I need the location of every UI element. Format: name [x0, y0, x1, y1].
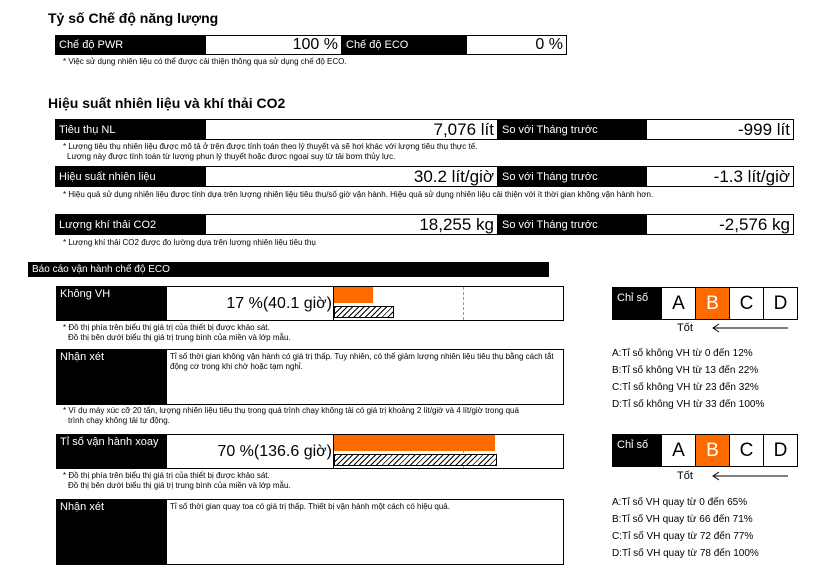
legend-item: D:Tỉ số không VH từ 33 đến 100%: [612, 399, 765, 410]
pwr-mode-label: Chế độ PWR: [55, 35, 205, 55]
idle-grade-c: C: [729, 288, 763, 319]
fuel-efficiency-compare-label: So với Tháng trước: [498, 166, 646, 187]
swing-good-label: Tốt: [677, 470, 693, 482]
idle-average-bar: [334, 306, 394, 318]
co2-compare-value: -2,576 kg: [646, 214, 794, 235]
swing-comment-text: Tỉ số thời gian quay toa có giá trị thấp. Thiết bị vận hành một cách có hiệu quả.: [166, 499, 564, 565]
idle-chart-note-2: Đồ thị bên dưới biểu thị giá trị trung bình của miền và lớp mẫu.: [68, 333, 291, 342]
eco-mode-value: 0 %: [466, 35, 567, 55]
swing-average-bar: [334, 454, 497, 466]
swing-grade-b: B: [695, 435, 729, 466]
fuel-consumption-compare-label: So với Tháng trước: [498, 119, 646, 140]
fuel-consumption-label: Tiêu thụ NL: [55, 119, 205, 140]
legend-item: A:Tỉ số không VH từ 0 đến 12%: [612, 348, 753, 359]
fuel-efficiency-label: Hiệu suất nhiên liệu: [55, 166, 205, 187]
legend-item: C:Tỉ số không VH từ 23 đến 32%: [612, 382, 759, 393]
legend-item: A:Tỉ số VH quay từ 0 đến 65%: [612, 497, 748, 508]
swing-grade-d: D: [763, 435, 797, 466]
arrow-left-icon: [710, 322, 790, 334]
fuel-efficiency-value: 30.2 lít/giờ: [205, 166, 498, 187]
arrow-left-icon: [710, 470, 790, 482]
pwr-mode-value: 100 %: [205, 35, 342, 55]
fuel-consumption-compare-value: -999 lít: [646, 119, 794, 140]
swing-comment-label: Nhận xét: [56, 499, 166, 565]
idle-grade-legend: [612, 345, 764, 413]
idle-label: Không VH: [56, 286, 166, 321]
idle-grade-a: A: [661, 288, 695, 319]
co2-value: 18,255 kg: [205, 214, 498, 235]
swing-grade-box: [612, 434, 798, 467]
power-mode-title: Tỷ số Chế độ năng lượng: [48, 10, 219, 26]
swing-value: 70 %(136.6 giờ): [217, 442, 332, 460]
swing-value-bar: [334, 435, 495, 451]
fuel-consumption-value: 7,076 lít: [205, 119, 498, 140]
eco-report-header: Báo cáo vận hành chế độ ECO: [28, 262, 549, 277]
fuel-co2-title: Hiệu suất nhiên liệu và khí thải CO2: [48, 95, 286, 111]
idle-comment-label: Nhận xét: [56, 349, 166, 405]
co2-label: Lượng khí thải CO2: [55, 214, 205, 235]
swing-grade-a: A: [661, 435, 695, 466]
swing-chart-note-1: * Đồ thị phía trên biểu thị giá trị của thiết bị được khảo sát.: [63, 471, 270, 480]
swing-grade-legend: [612, 494, 759, 562]
idle-value: 17 %(40.1 giờ): [226, 294, 332, 312]
legend-item: C:Tỉ số VH quay từ 72 đến 77%: [612, 531, 754, 542]
fuel-efficiency-note: * Hiệu quả sử dụng nhiên liệu được tính dựa trên lượng nhiên liệu tiêu thụ/số giờ vận hành. Hiệu quả sử dụng nhiên liệu cải thiện với ít thời gian không vận hành hơn.: [63, 190, 654, 199]
swing-grade-label: Chỉ số: [613, 435, 661, 466]
legend-item: B:Tỉ số VH quay từ 66 đến 71%: [612, 514, 753, 525]
fuel-consumption-note-2: Lượng này được tính toán từ lượng phun lý thuyết hoặc được ngoại suy từ tải bơm thủy lực.: [67, 152, 396, 161]
co2-note: * Lượng khí thải CO2 được đo lường dựa trên lượng nhiên liệu tiêu thụ: [63, 238, 316, 247]
idle-comment-text: Tỉ số thời gian không vận hành có giá trị thấp. Tuy nhiên, có thể giảm lượng nhiên liệu tiêu thụ bằng cách tắt động cơ trong khi chờ hoặc tạm nghỉ.: [166, 349, 564, 405]
idle-grade-b: B: [695, 288, 729, 319]
eco-mode-label: Chế độ ECO: [342, 35, 466, 55]
idle-grade-box: [612, 287, 798, 320]
idle-grade-d: D: [763, 288, 797, 319]
legend-item: B:Tỉ số không VH từ 13 đến 22%: [612, 365, 759, 376]
fuel-efficiency-compare-value: -1.3 lít/giờ: [646, 166, 794, 187]
idle-chart-note-1: * Đồ thị phía trên biểu thị giá trị của thiết bị được khảo sát.: [63, 323, 270, 332]
idle-grade-label: Chỉ số: [613, 288, 661, 319]
swing-chart-box: [166, 434, 564, 469]
idle-good-label: Tốt: [677, 322, 693, 334]
swing-grade-c: C: [729, 435, 763, 466]
idle-comment-note-1: * Ví dụ máy xúc cỡ 20 tấn, lượng nhiên liệu tiêu thụ trong quá trình chạy không tải có giá trị khoảng 2 lít/giờ và 4 lít/giờ trong quá: [63, 406, 519, 415]
idle-chart-box: [166, 286, 564, 321]
co2-compare-label: So với Tháng trước: [498, 214, 646, 235]
swing-label: Tỉ số vận hành xoay: [56, 434, 166, 469]
chart-midline: [463, 287, 464, 320]
legend-item: D:Tỉ số VH quay từ 78 đến 100%: [612, 548, 759, 559]
idle-value-bar: [334, 287, 373, 303]
fuel-consumption-note-1: * Lượng tiêu thụ nhiên liệu được mô tả ở trên được tính toán theo lý thuyết và sẽ hơi khác với lượng tiêu thụ thực tế.: [63, 142, 478, 151]
eco-note: * Việc sử dụng nhiên liệu có thể được cải thiện thông qua sử dụng chế độ ECO.: [63, 57, 347, 66]
swing-chart-note-2: Đồ thị bên dưới biểu thị giá trị trung bình của miền và lớp mẫu.: [68, 481, 291, 490]
idle-comment-note-2: trình chạy không tải tự động.: [68, 416, 170, 425]
